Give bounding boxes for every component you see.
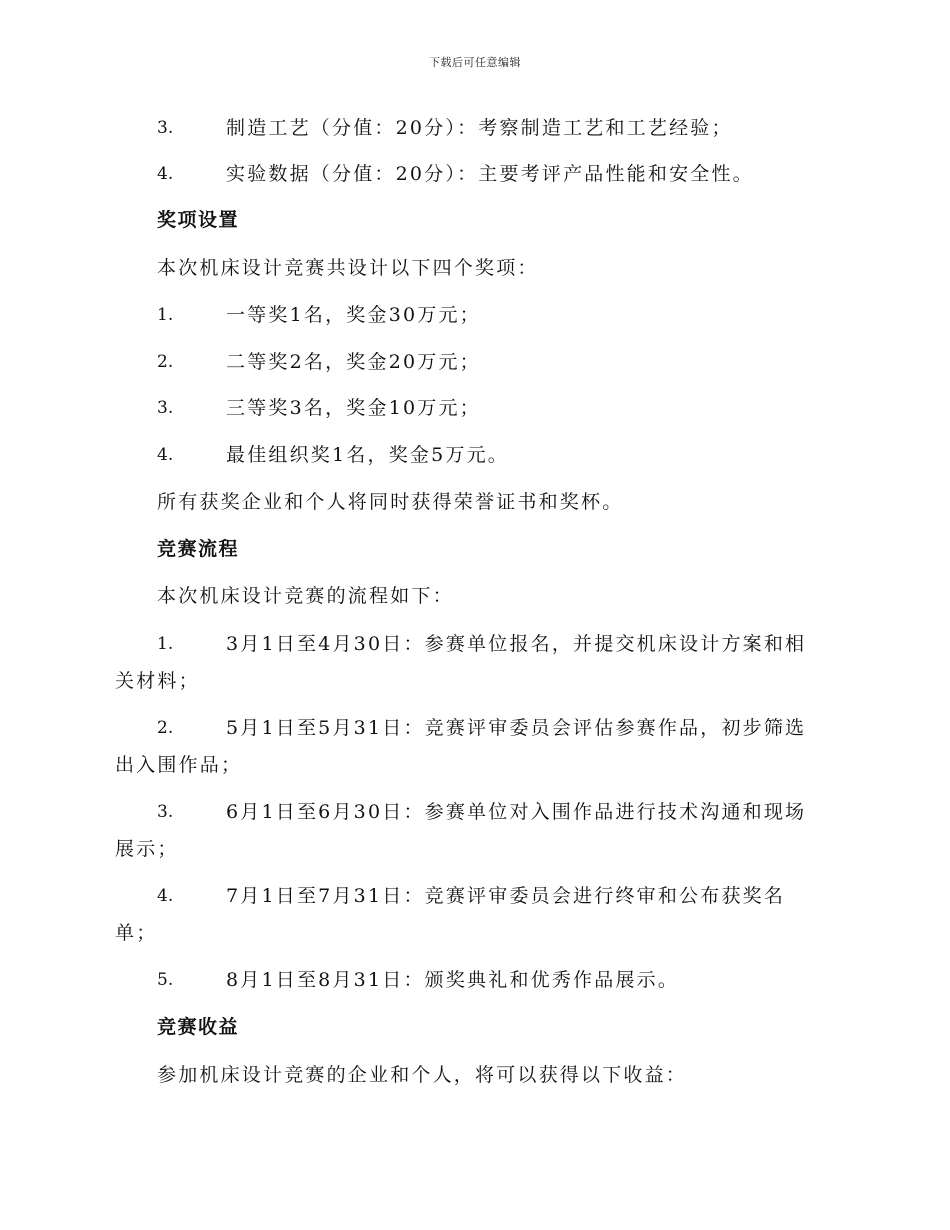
process-item-number: 2.	[157, 718, 174, 738]
process-item-text: 8月1日至8月31日：颁奖典礼和优秀作品展示。	[226, 969, 680, 991]
award-item-text: 三等奖3名，奖金10万元；	[226, 397, 481, 419]
process-intro: 本次机床设计竞赛的流程如下：	[157, 585, 454, 607]
award-item-text: 二等奖2名，奖金20万元；	[226, 351, 481, 373]
award-item-text: 最佳组织奖1名，奖金5万元。	[226, 444, 509, 466]
process-item-text: 3月1日至4月30日：参赛单位报名，并提交机床设计方案和相	[226, 633, 807, 655]
benefits-intro: 参加机床设计竞赛的企业和个人，将可以获得以下收益：	[157, 1064, 688, 1086]
process-item-number: 1.	[157, 634, 174, 654]
eval-item-text: 实验数据（分值：20分）：主要考评产品性能和安全性。	[226, 163, 754, 185]
process-item-number: 5.	[157, 970, 174, 990]
award-item-text: 一等奖1名，奖金30万元；	[226, 304, 481, 326]
process-item-continuation: 出入围作品；	[115, 754, 243, 776]
process-item-number: 4.	[157, 886, 174, 906]
process-item-continuation: 单；	[115, 922, 158, 944]
awards-heading: 奖项设置	[157, 209, 240, 231]
process-item-continuation: 展示；	[115, 838, 179, 860]
page-header: 下载后可任意编辑	[429, 56, 521, 69]
award-item-number: 4.	[157, 445, 174, 465]
process-heading: 竞赛流程	[157, 538, 240, 560]
process-item-text: 6月1日至6月30日：参赛单位对入围作品进行技术沟通和现场	[226, 801, 807, 823]
process-item-text: 7月1日至7月31日：竞赛评审委员会进行终审和公布获奖名	[226, 885, 786, 907]
eval-item-number: 4.	[157, 164, 174, 184]
eval-item-text: 制造工艺（分值：20分）：考察制造工艺和工艺经验；	[226, 117, 733, 139]
award-item-number: 1.	[157, 305, 174, 325]
awards-intro: 本次机床设计竞赛共设计以下四个奖项：	[157, 257, 539, 279]
process-item-text: 5月1日至5月31日：竞赛评审委员会评估参赛作品，初步筛选	[226, 717, 807, 739]
awards-note: 所有获奖企业和个人将同时获得荣誉证书和奖杯。	[157, 491, 624, 513]
eval-item-number: 3.	[157, 118, 174, 138]
award-item-number: 2.	[157, 352, 174, 372]
award-item-number: 3.	[157, 398, 174, 418]
process-item-number: 3.	[157, 802, 174, 822]
process-item-continuation: 关材料；	[115, 670, 200, 692]
benefits-heading: 竞赛收益	[157, 1016, 240, 1038]
